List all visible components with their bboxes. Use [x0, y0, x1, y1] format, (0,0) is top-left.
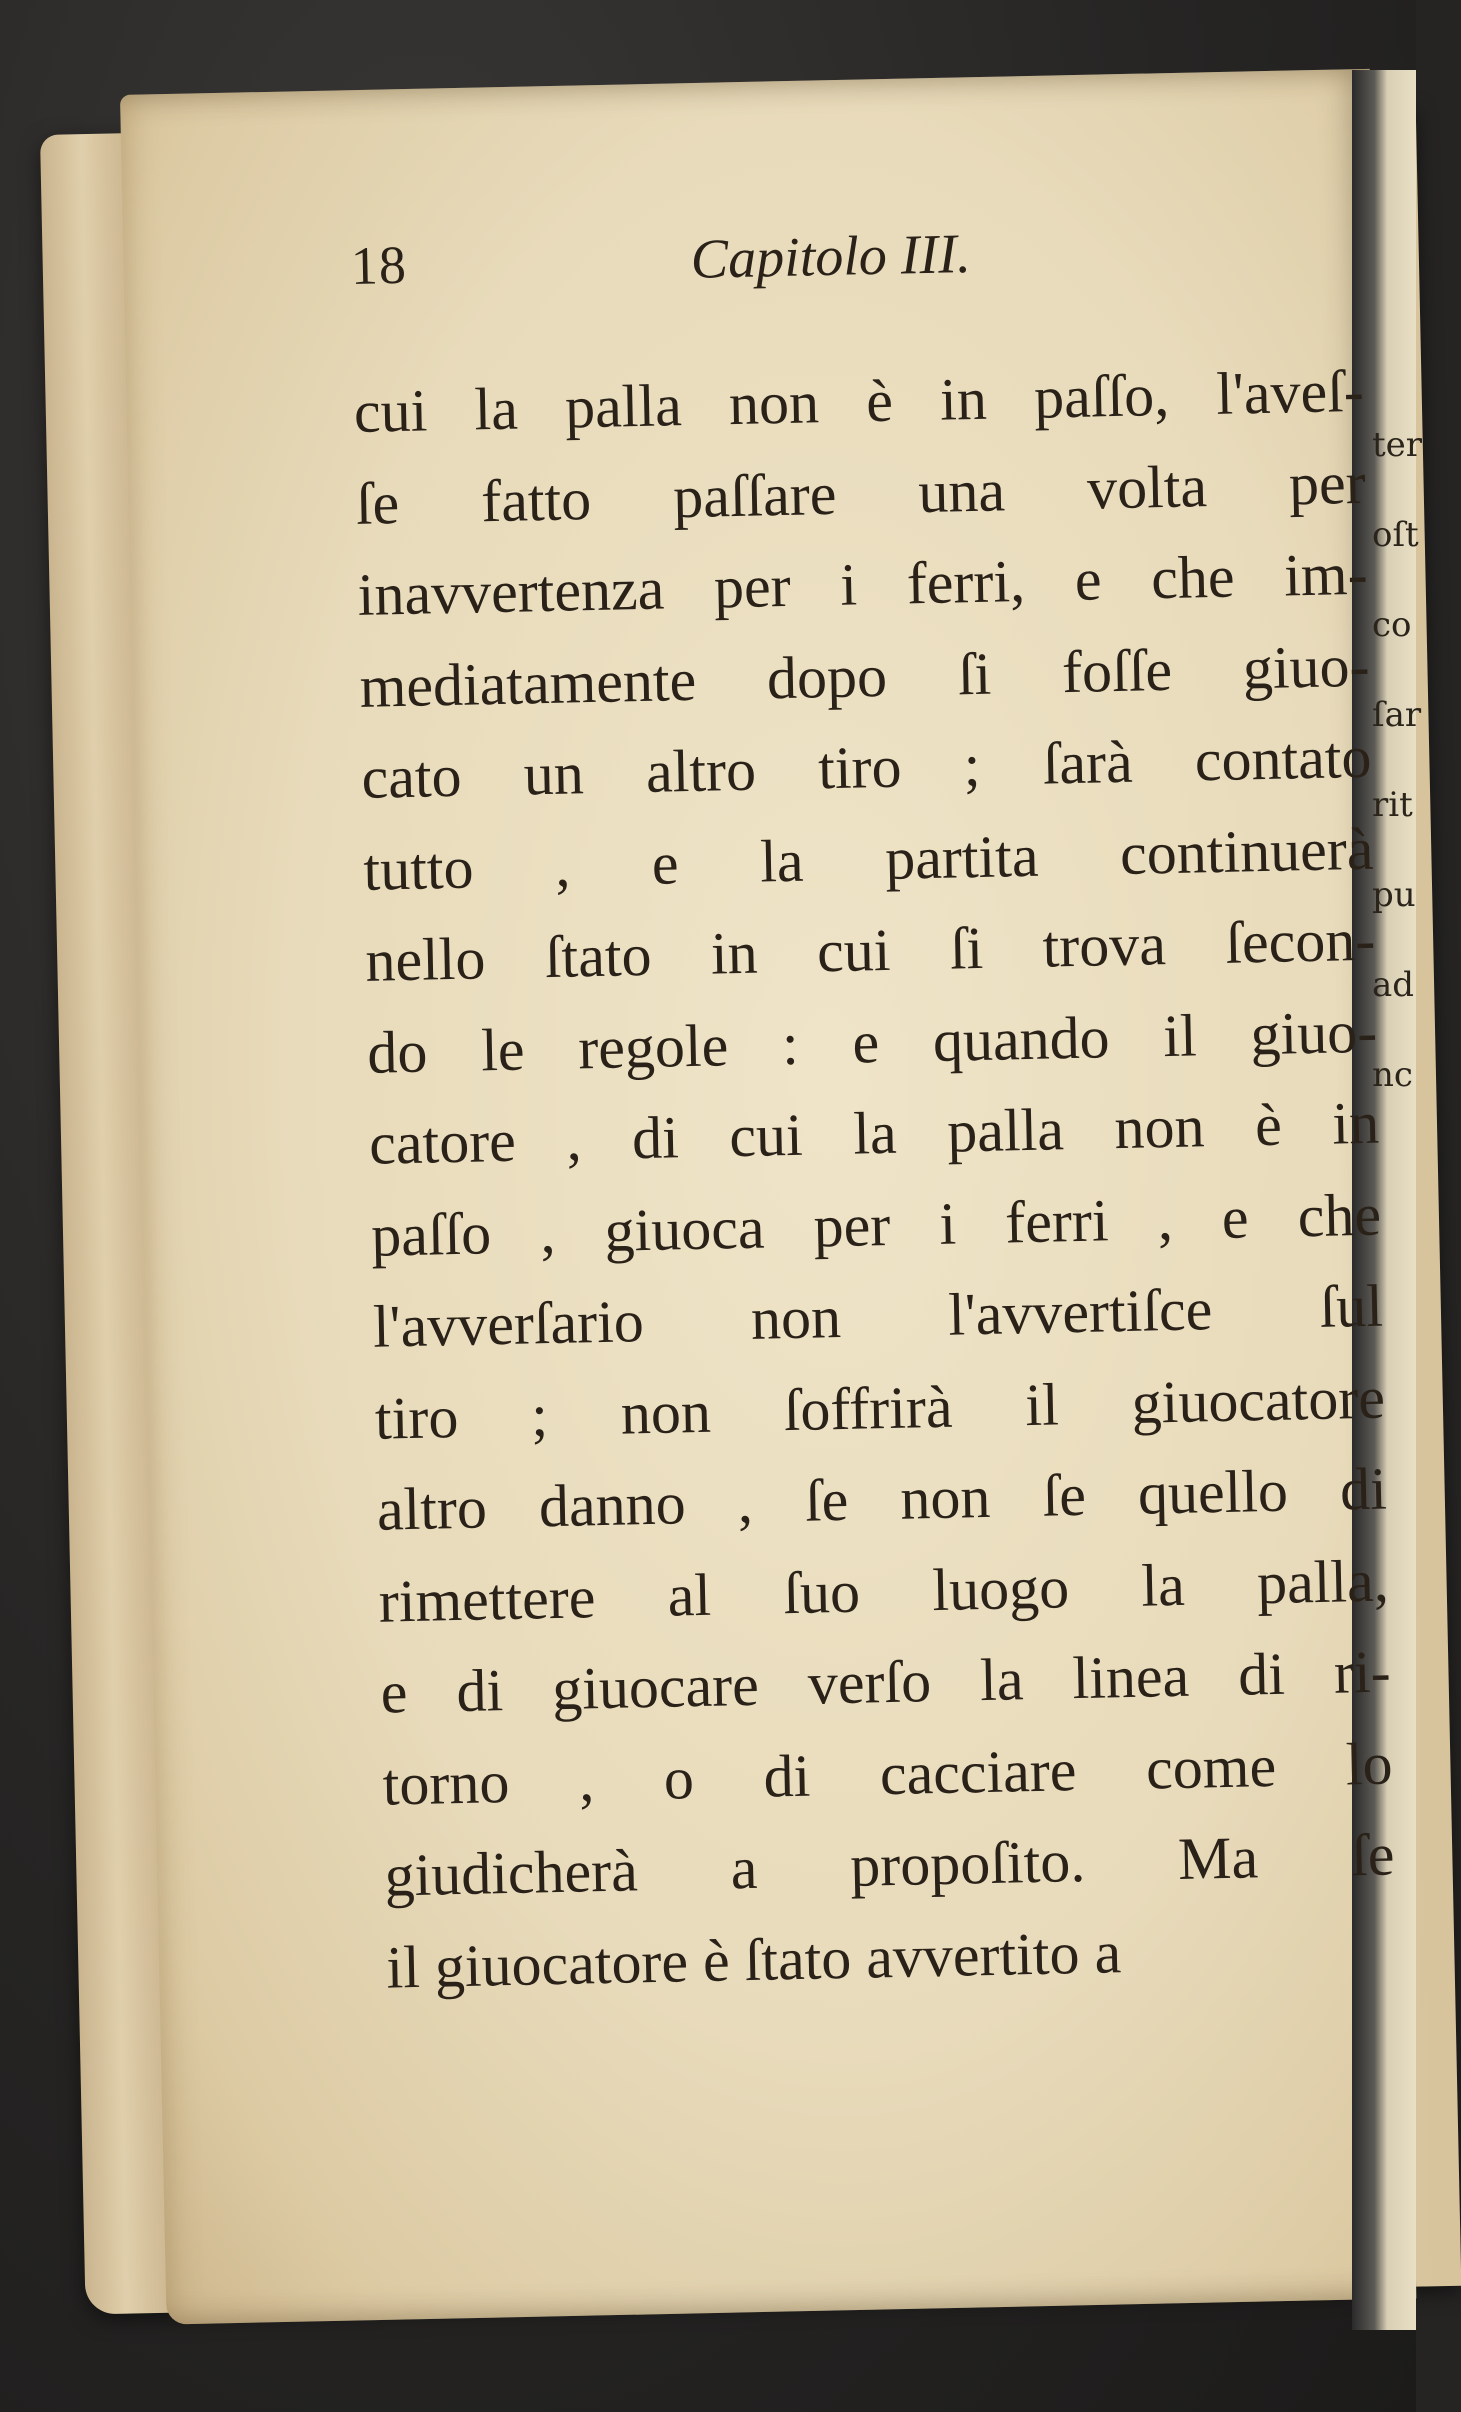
body-text [353, 346, 1397, 2014]
text-line: l'avverſario non l'avvertiſce ſul [372, 1272, 1384, 1360]
facing-fragment: ad [1372, 965, 1415, 1005]
text-line: altro danno , ſe non ſe quello di [376, 1455, 1388, 1543]
text-line: catore , di cui la palla non è in [368, 1089, 1380, 1177]
text-line: mediatamente dopo ſi foſſe giuo- [358, 632, 1371, 720]
facing-page-fragments [1372, 400, 1423, 1120]
text-line: cato un altro tiro ; ſarà contato [360, 723, 1373, 811]
text-line: torno , o di cacciare come lo [381, 1730, 1394, 1818]
text-line: rimettere al ſuo luogo la palla, [378, 1547, 1390, 1635]
text-line: cui la palla non è in paſſo, l'aveſ- [353, 357, 1365, 445]
facing-fragment: co [1372, 605, 1412, 645]
text-line: inavvertenza per i ferri, e che im- [357, 540, 1369, 628]
text-line: do le regole : e quando il giuo- [366, 998, 1378, 1086]
text-line: paſſo , giuoca per i ferri , e che [370, 1181, 1382, 1269]
facing-fragment: oſt [1372, 515, 1419, 555]
facing-fragment: nc [1372, 1055, 1413, 1095]
page-content [350, 204, 1397, 2014]
facing-fragment: ſar [1372, 695, 1422, 735]
running-head: Capitolo III. [690, 223, 972, 291]
facing-fragment: ter [1372, 425, 1423, 465]
text-line: e di giuocare verſo la linea di ri- [380, 1638, 1392, 1726]
facing-fragment: pu [1372, 875, 1416, 915]
text-line: tiro ; non ſoffrirà il giuocatore [374, 1364, 1386, 1452]
text-line: giudicherà a propoſito. Ma ſe [383, 1821, 1396, 1909]
page-number: 18 [350, 234, 408, 296]
facing-fragment: rit [1372, 785, 1413, 825]
text-line: nello ſtato in cui ſi trova ſecon- [364, 906, 1376, 994]
text-line: il giuocatore è ſtato avvertito a [385, 1918, 1122, 2001]
text-line: ſe fatto paſſare una volta per [355, 449, 1367, 537]
text-line: tutto , e la partita continuerà [362, 815, 1374, 903]
